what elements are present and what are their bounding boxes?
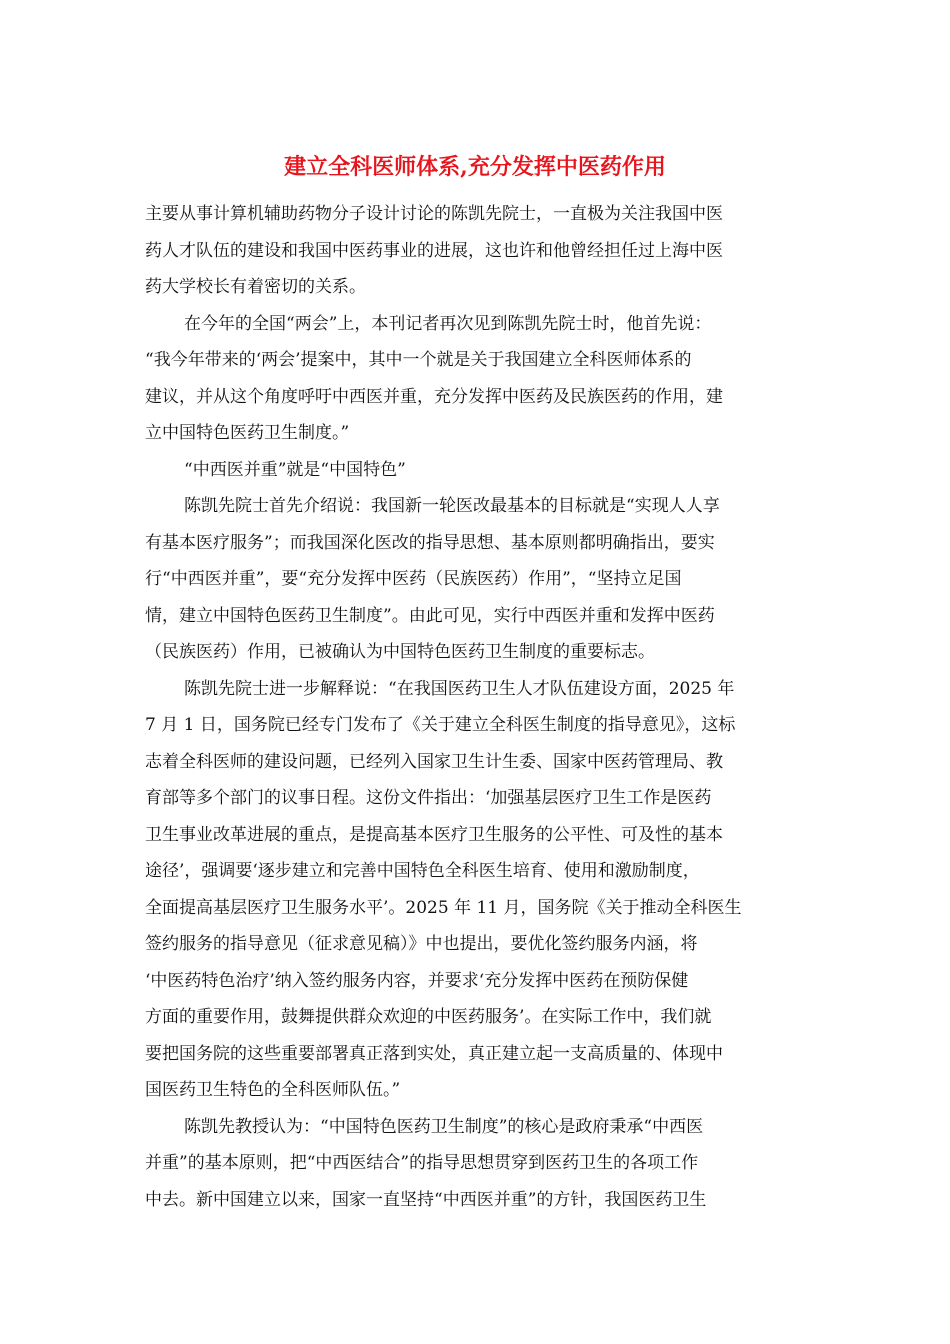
text-line: 要把国务院的这些重要部署真正落到实处，真正建立起一支高质量的、体现中 (145, 1043, 723, 1064)
text-line: 药人才队伍的建设和我国中医药事业的进展，这也许和他曾经担任过上海中医 (145, 240, 723, 261)
text-line: 主要从事计算机辅助药物分子设计讨论的陈凯先院士，一直极为关注我国中医 (145, 204, 723, 224)
text-line: 育部等多个部门的议事日程。这份文件指出：‘加强基层医疗卫生工作是医药 (145, 788, 712, 808)
text-line: 志着全科医师的建设问题，已经列入国家卫生计生委、国家中医药管理局、教 (145, 751, 723, 772)
text-line: 建议，并从这个角度呼吁中西医并重，充分发挥中医药及民族医药的作用，建 (145, 386, 723, 407)
document-title: 建立全科医师体系,充分发挥中医药作用 (284, 154, 666, 180)
text-line: 有基本医疗服务”；而我国深化医改的指导思想、基本原则都明确指出，要实 (145, 532, 715, 553)
text-line: “我今年带来的‘两会’提案中，其中一个就是关于我国建立全科医师体系的 (145, 350, 692, 370)
document-body (145, 196, 809, 1218)
text-line: 行“中西医并重”，要“充分发挥中医药（民族医药）作用”，“坚持立足国 (145, 569, 682, 589)
text-line: 在今年的全国“两会”上，本刊记者再次见到陈凯先院士时，他首先说： (184, 313, 712, 334)
text-line: ‘中医药特色治疗’纳入签约服务内容，并要求‘充分发挥中医药在预防保健 (145, 970, 689, 991)
text-line: 全面提高基层医疗卫生服务水平’。2025 年 11 月，国务院《关于推动全科医生 (145, 897, 742, 918)
text-line: 卫生事业改革进展的重点，是提高基本医疗卫生服务的公平性、可及性的基本 (145, 824, 723, 845)
text-line: 情，建立中国特色医药卫生制度”。由此可见，实行中西医并重和发挥中医药 (145, 605, 715, 626)
text-line: 签约服务的指导意见（征求意见稿）》中也提出，要优化签约服务内涵，将 (145, 934, 698, 954)
text-line: 7 月 1 日，国务院已经专门发布了《关于建立全科医生制度的指导意见》，这标 (145, 715, 736, 735)
text-line: 立中国特色医药卫生制度。” (145, 423, 350, 443)
text-line: 国医药卫生特色的全科医师队伍。” (145, 1080, 401, 1100)
text-line: 方面的重要作用，鼓舞提供群众欢迎的中医药服务’。在实际工作中，我们就 (145, 1007, 712, 1027)
text-line: （民族医药）作用，已被确认为中国特色医药卫生制度的重要标志。 (145, 642, 655, 662)
text-line: “中西医并重”就是“中国特色” (184, 459, 406, 480)
text-line: 中去。新中国建立以来，国家一直坚持“中西医并重”的方针，我国医药卫生 (145, 1189, 707, 1210)
text-line: 陈凯先院士进一步解释说：“在我国医药卫生人才队伍建设方面，2025 年 (184, 678, 735, 699)
text-line: 陈凯先教授认为：“中国特色医药卫生制度”的核心是政府秉承“中西医 (184, 1116, 704, 1137)
text-line: 陈凯先院士首先介绍说：我国新一轮医改最基本的目标就是“实现人人享 (184, 496, 720, 516)
text-line: 途径’，强调要‘逐步建立和完善中国特色全科医生培育、使用和激励制度， (145, 861, 700, 881)
text-line: 并重”的基本原则，把“中西医结合”的指导思想贯穿到医药卫生的各项工作 (145, 1153, 699, 1173)
text-line: 药大学校长有着密切的关系。 (145, 277, 366, 297)
